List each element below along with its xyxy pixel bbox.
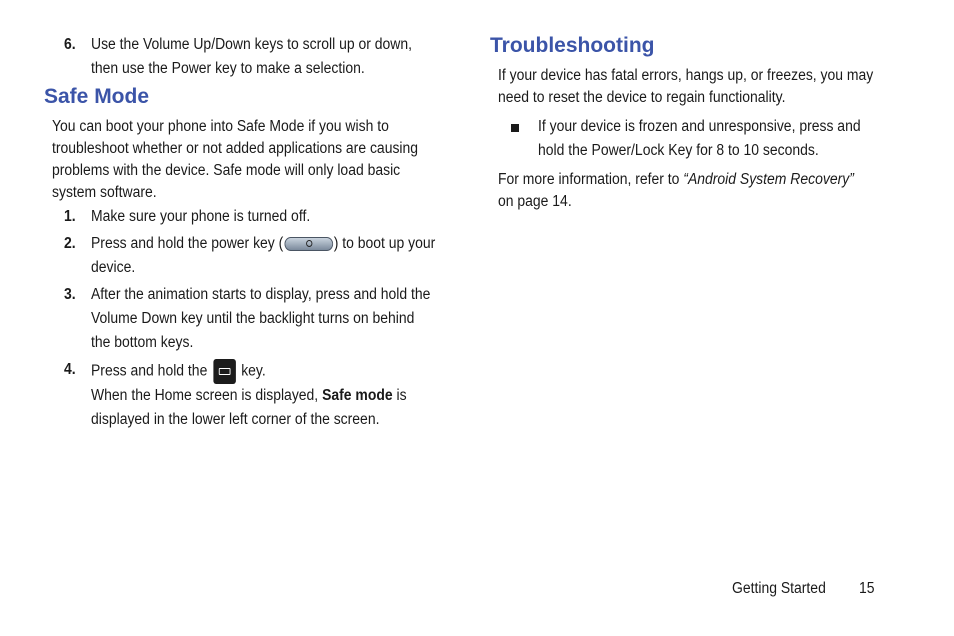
paragraph-line: troubleshoot whether or not added applications are causing [52,140,419,157]
paragraph-part: For more information, refer to [498,171,680,188]
step-text-part: key. [241,362,266,380]
paragraph-line: You can boot your phone into Safe Mode if you wish to [52,118,389,135]
step-note [91,385,407,407]
step-note-part: When the Home screen is displayed, [91,387,319,404]
menu-key-icon [213,359,236,384]
section-heading-troubleshooting: Troubleshooting [490,34,655,57]
cross-reference-link[interactable]: “Android System Recovery” [683,171,854,188]
step-text-part: ) to boot up your [333,235,436,252]
step-text-part: Press and hold the power key ( [91,235,284,252]
section-heading-safe-mode: Safe Mode [44,85,150,108]
footer-section-title: Getting Started [732,580,826,597]
step-text: Use the Volume Up/Down keys to scroll up or down, [91,36,413,53]
step-text [91,359,266,384]
step-text: then use the Power key to make a selection. [91,60,365,77]
step-text: Volume Down key until the backlight turns on behind [91,310,415,327]
bullet-text: hold the Power/Lock Key for 8 to 10 seconds. [538,142,819,159]
page-number: 15 [859,580,875,597]
step-text: Make sure your phone is turned off. [91,208,311,225]
step-number: 6. [64,36,76,53]
paragraph-line: on page 14. [498,193,572,210]
step-number: 2. [64,235,76,252]
step-note-part: is [396,387,407,404]
step-number: 1. [64,208,76,225]
paragraph-line: need to reset the device to regain functionality. [498,89,786,106]
step-number: 3. [64,286,76,303]
paragraph-line: system software. [52,184,157,201]
step-text-part: Press and hold the [91,362,208,380]
step-number: 4. [64,361,76,378]
power-key-icon [284,237,333,251]
bullet-text: If your device is frozen and unresponsive, press and [538,118,861,135]
step-text [91,233,435,255]
safe-mode-label: Safe mode [322,387,393,404]
paragraph-line: problems with the device. Safe mode will only load basic [52,162,401,179]
step-text: After the animation starts to display, press and hold the [91,286,431,303]
paragraph-line: If your device has fatal errors, hangs up, or freezes, you may [498,67,874,84]
step-text: the bottom keys. [91,334,194,351]
paragraph-line [498,169,854,191]
step-text: device. [91,259,136,276]
square-bullet-icon [511,124,519,132]
step-note: displayed in the lower left corner of the screen. [91,411,380,428]
